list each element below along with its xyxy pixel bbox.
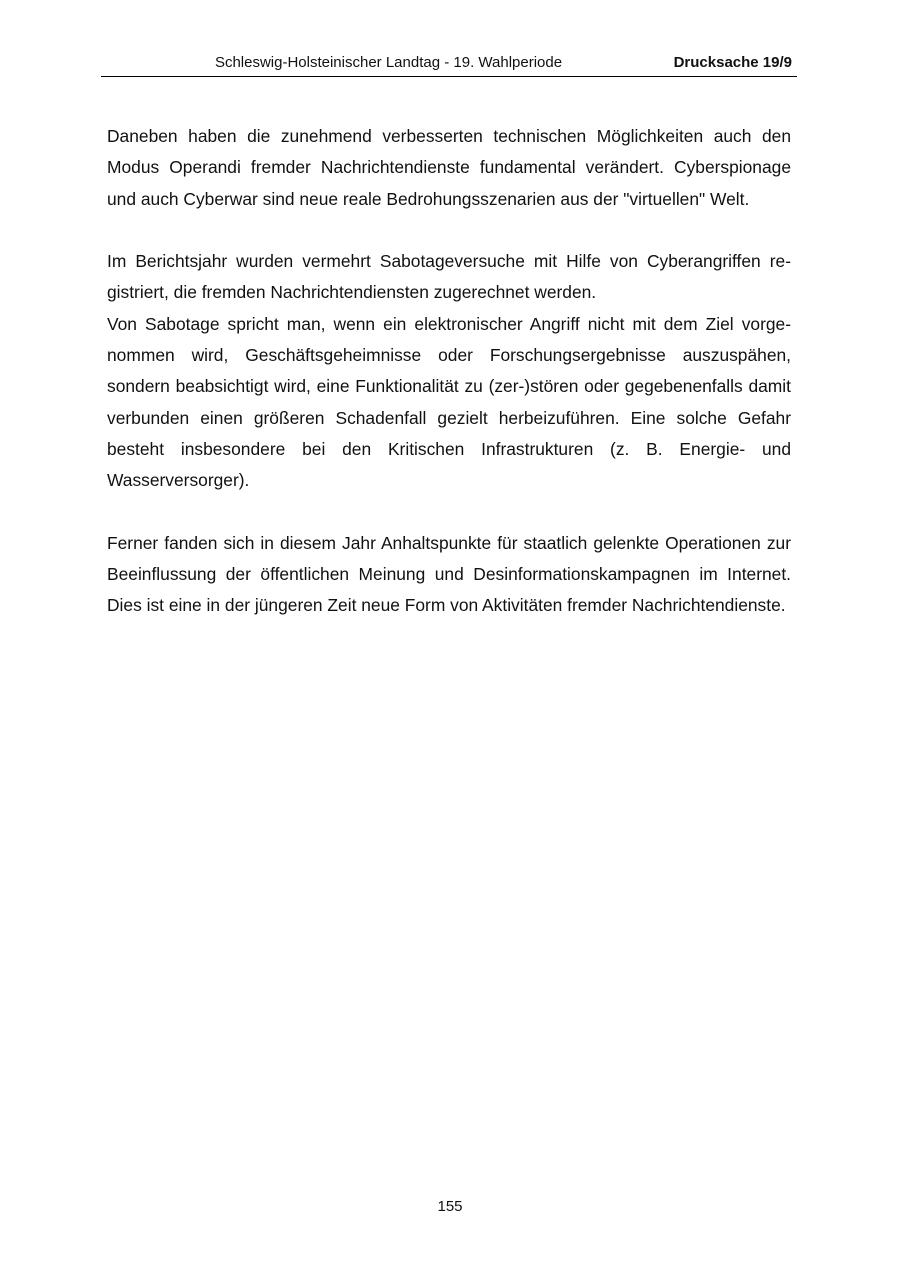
document-number: Drucksache 19/9 <box>673 54 792 71</box>
body-text <box>107 121 791 622</box>
paragraph-desinformation: Ferner fanden sich in diesem Jahr Anhaltspunkte für staatlich gelenkte Operationen zur Beeinflussung der öffentlichen Meinung und Desinformationskampagnen im Internet. Dies ist eine in der jüngeren Zeit neue Form von Aktivitäten fremder Nachrichtendienste. <box>107 532 791 616</box>
page-number: 155 <box>437 1198 463 1215</box>
header-title: Schleswig-Holsteinischer Landtag - 19. Wahlperiode <box>214 54 563 71</box>
paragraph-cyberspionage: Daneben haben die zunehmend verbesserten technischen Möglichkeiten auch den Modus Operandi fremder Nachrichtendienste fundamental verändert. Cyberspionage und auch Cyberwar sind neue reale Bedrohungsszenarien aus der "virtuellen" Welt. <box>107 126 791 209</box>
paragraph-sabotage-definition: Von Sabotage spricht man, wenn ein elektronischer Angriff nicht mit dem Ziel vorgenommen wird, Geschäftsgeheimnisse oder Forschungsergebnisse auszuspähen, sondern beabsichtigt wird, eine Funktionalität zu (zer-)stören oder gegebenenfalls damit verbunden einen größeren Schadenfall gezielt herbeizuführen. Eine solche Gefahr besteht insbesondere bei den Kritischen Infrastrukturen (z. B. Energie- und Wasserversorger). <box>107 313 791 491</box>
paragraph-sabotageversuche: Im Berichtsjahr wurden vermehrt Sabotageversuche mit Hilfe von Cyberangriffen registriert, die fremden Nachrichtendiensten zugerechnet werden. <box>107 251 791 303</box>
page-header <box>101 52 797 77</box>
